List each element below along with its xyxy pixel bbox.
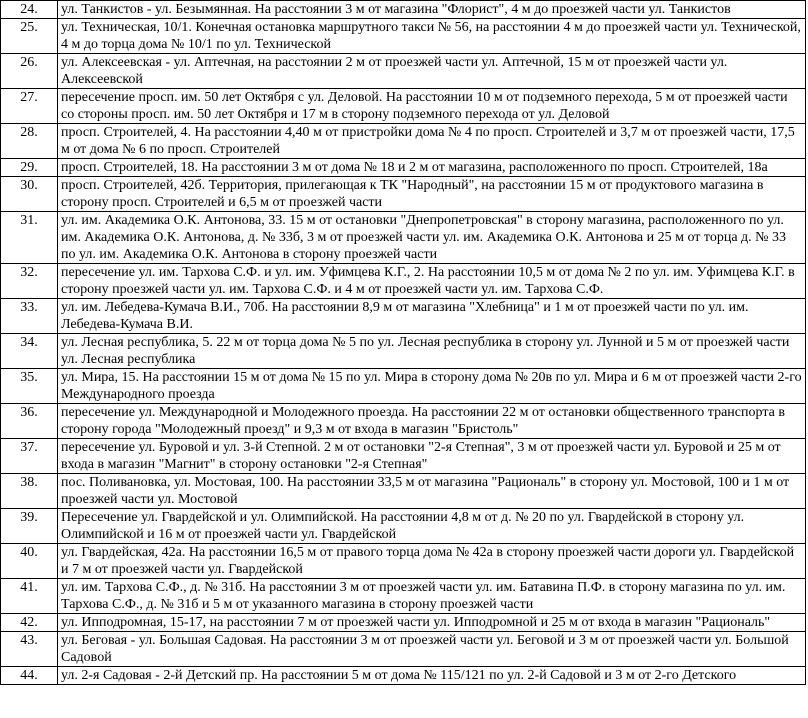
table-row	[1, 299, 806, 334]
table-row	[1, 579, 806, 614]
table-row	[1, 212, 806, 264]
location-description: ул. им. Тархова С.Ф., д. № 31б. На расстоянии 3 м от проезжей части ул. им. Батавина П.Ф. в сторону магазина по ул. им. Тархова С.Ф., д. № 31б и 5 м от указанного магазина в сторону проезжей части	[58, 579, 806, 614]
row-number: 31.	[1, 212, 58, 264]
row-number: 26.	[1, 54, 58, 89]
row-number: 40.	[1, 544, 58, 579]
location-description: ул. 2-я Садовая - 2-й Детский пр. На расстоянии 5 м от дома № 115/121 по ул. 2-й Садовой и 3 м от 2-го Детского	[58, 667, 806, 685]
row-number: 38.	[1, 474, 58, 509]
table-row	[1, 89, 806, 124]
location-description: ул. Алексеевская - ул. Аптечная, на расстоянии 2 м от проезжей части ул. Аптечной, 15 м от проезжей части ул. Алексеевской	[58, 54, 806, 89]
table-row	[1, 54, 806, 89]
table-row	[1, 124, 806, 159]
table-row	[1, 177, 806, 212]
table-row	[1, 614, 806, 632]
table-row	[1, 19, 806, 54]
location-description: ул. Мира, 15. На расстоянии 15 м от дома № 15 по ул. Мира в сторону дома № 20в по ул. Мира и 6 м от проезжей части 2-го Международного проезда	[58, 369, 806, 404]
location-description: пересечение ул. им. Тархова С.Ф. и ул. им. Уфимцева К.Г., 2. На расстоянии 10,5 м от дома № 2 по ул. им. Уфимцева К.Г. в сторону проезжей части ул. им. Тархова С.Ф. и 4 м от проезжей части ул. им. Тархова С.Ф.	[58, 264, 806, 299]
location-description: просп. Строителей, 42б. Территория, прилегающая к ТК "Народный", на расстоянии 15 м от продуктового магазина в сторону просп. Строителей и 6,5 м от проезжей части	[58, 177, 806, 212]
row-number: 41.	[1, 579, 58, 614]
location-description: пересечение ул. Международной и Молодежного проезда. На расстоянии 22 м от остановки общественного транспорта в сторону города "Молодежный проезд" и 9,3 м от входа в магазин "Бристоль"	[58, 404, 806, 439]
row-number: 42.	[1, 614, 58, 632]
row-number: 29.	[1, 159, 58, 177]
table-row	[1, 404, 806, 439]
row-number: 32.	[1, 264, 58, 299]
location-description: ул. Лесная республика, 5. 22 м от торца дома № 5 по ул. Лесная республика в сторону ул. Лунной и 5 м от проезжей части ул. Лесная республика	[58, 334, 806, 369]
location-description: ул. им. Лебедева-Кумача В.И., 70б. На расстоянии 8,9 м от магазина "Хлебница" и 1 м от проезжей части по ул. им. Лебедева-Кумача В.И.	[58, 299, 806, 334]
row-number: 44.	[1, 667, 58, 685]
table-row	[1, 667, 806, 685]
location-description: ул. Гвардейская, 42а. На расстоянии 16,5 м от правого торца дома № 42а в сторону проезжей части дороги ул. Гвардейской и 7 м от проезжей части ул. Гвардейской	[58, 544, 806, 579]
location-description: ул. Танкистов - ул. Безымянная. На расстоянии 3 м от магазина "Флорист", 4 м до проезжей части ул. Танкистов	[58, 1, 806, 19]
location-description: пересечение ул. Буровой и ул. 3-й Степной. 2 м от остановки "2-я Степная", 3 м от проезжей части ул. Буровой и 25 м от входа в магазин "Магнит" в сторону остановки "2-я Степная"	[58, 439, 806, 474]
location-description: пос. Поливановка, ул. Мостовая, 100. На расстоянии 33,5 м от магазина "Рациональ" в сторону ул. Мостовой, 100 и 1 м от проезжей части ул. Мостовой	[58, 474, 806, 509]
location-description: просп. Строителей, 18. На расстоянии 3 м от дома № 18 и 2 м от магазина, расположенного по просп. Строителей, 18а	[58, 159, 806, 177]
table-row	[1, 264, 806, 299]
row-number: 37.	[1, 439, 58, 474]
location-description: ул. Беговая - ул. Большая Садовая. На расстоянии 3 м от проезжей части ул. Беговой и 3 м от проезжей части ул. Большой Садовой	[58, 632, 806, 667]
row-number: 28.	[1, 124, 58, 159]
location-description: ул. им. Академика О.К. Антонова, 33. 15 м от остановки "Днепропетровская" в сторону магазина, расположенного по ул. им. Академика О.К. Антонова, д. № 33б, 3 м от проезжей части ул. им. Академика О.К. Антонова и 25 м от торца д. № 33 по ул. им. Академика О.К. Антонова в сторону проезжей части	[58, 212, 806, 264]
table-row	[1, 334, 806, 369]
location-description: ул. Ипподромная, 15-17, на расстоянии 7 м от проезжей части ул. Ипподромной и 25 м от входа в магазин "Рациональ"	[58, 614, 806, 632]
location-description: просп. Строителей, 4. На расстоянии 4,40 м от пристройки дома № 4 по просп. Строителей и 3,7 м от проезжей части, 17,5 м от дома № 6 по просп. Строителей	[58, 124, 806, 159]
table-row	[1, 439, 806, 474]
table-row	[1, 509, 806, 544]
location-description: Пересечение ул. Гвардейской и ул. Олимпийской. На расстоянии 4,8 м от д. № 20 по ул. Гвардейской в сторону ул. Олимпийской и 16 м от проезжей части ул. Гвардейской	[58, 509, 806, 544]
row-number: 25.	[1, 19, 58, 54]
row-number: 34.	[1, 334, 58, 369]
table-row	[1, 369, 806, 404]
row-number: 43.	[1, 632, 58, 667]
table-body	[1, 1, 806, 685]
row-number: 30.	[1, 177, 58, 212]
table-row	[1, 474, 806, 509]
row-number: 36.	[1, 404, 58, 439]
location-description: ул. Техническая, 10/1. Конечная остановка маршрутного такси № 56, на расстоянии 4 м до проезжей части ул. Технической, 4 м до торца дома № 10/1 по ул. Технической	[58, 19, 806, 54]
row-number: 35.	[1, 369, 58, 404]
row-number: 24.	[1, 1, 58, 19]
table-row	[1, 632, 806, 667]
row-number: 39.	[1, 509, 58, 544]
table-row	[1, 1, 806, 19]
row-number: 27.	[1, 89, 58, 124]
table-row	[1, 544, 806, 579]
row-number: 33.	[1, 299, 58, 334]
table-row	[1, 159, 806, 177]
location-description: пересечение просп. им. 50 лет Октября с ул. Деловой. На расстоянии 10 м от подземного перехода, 5 м от проезжей части со стороны просп. им. 50 лет Октября и 17 м в сторону подземного перехода от ул. Деловой	[58, 89, 806, 124]
